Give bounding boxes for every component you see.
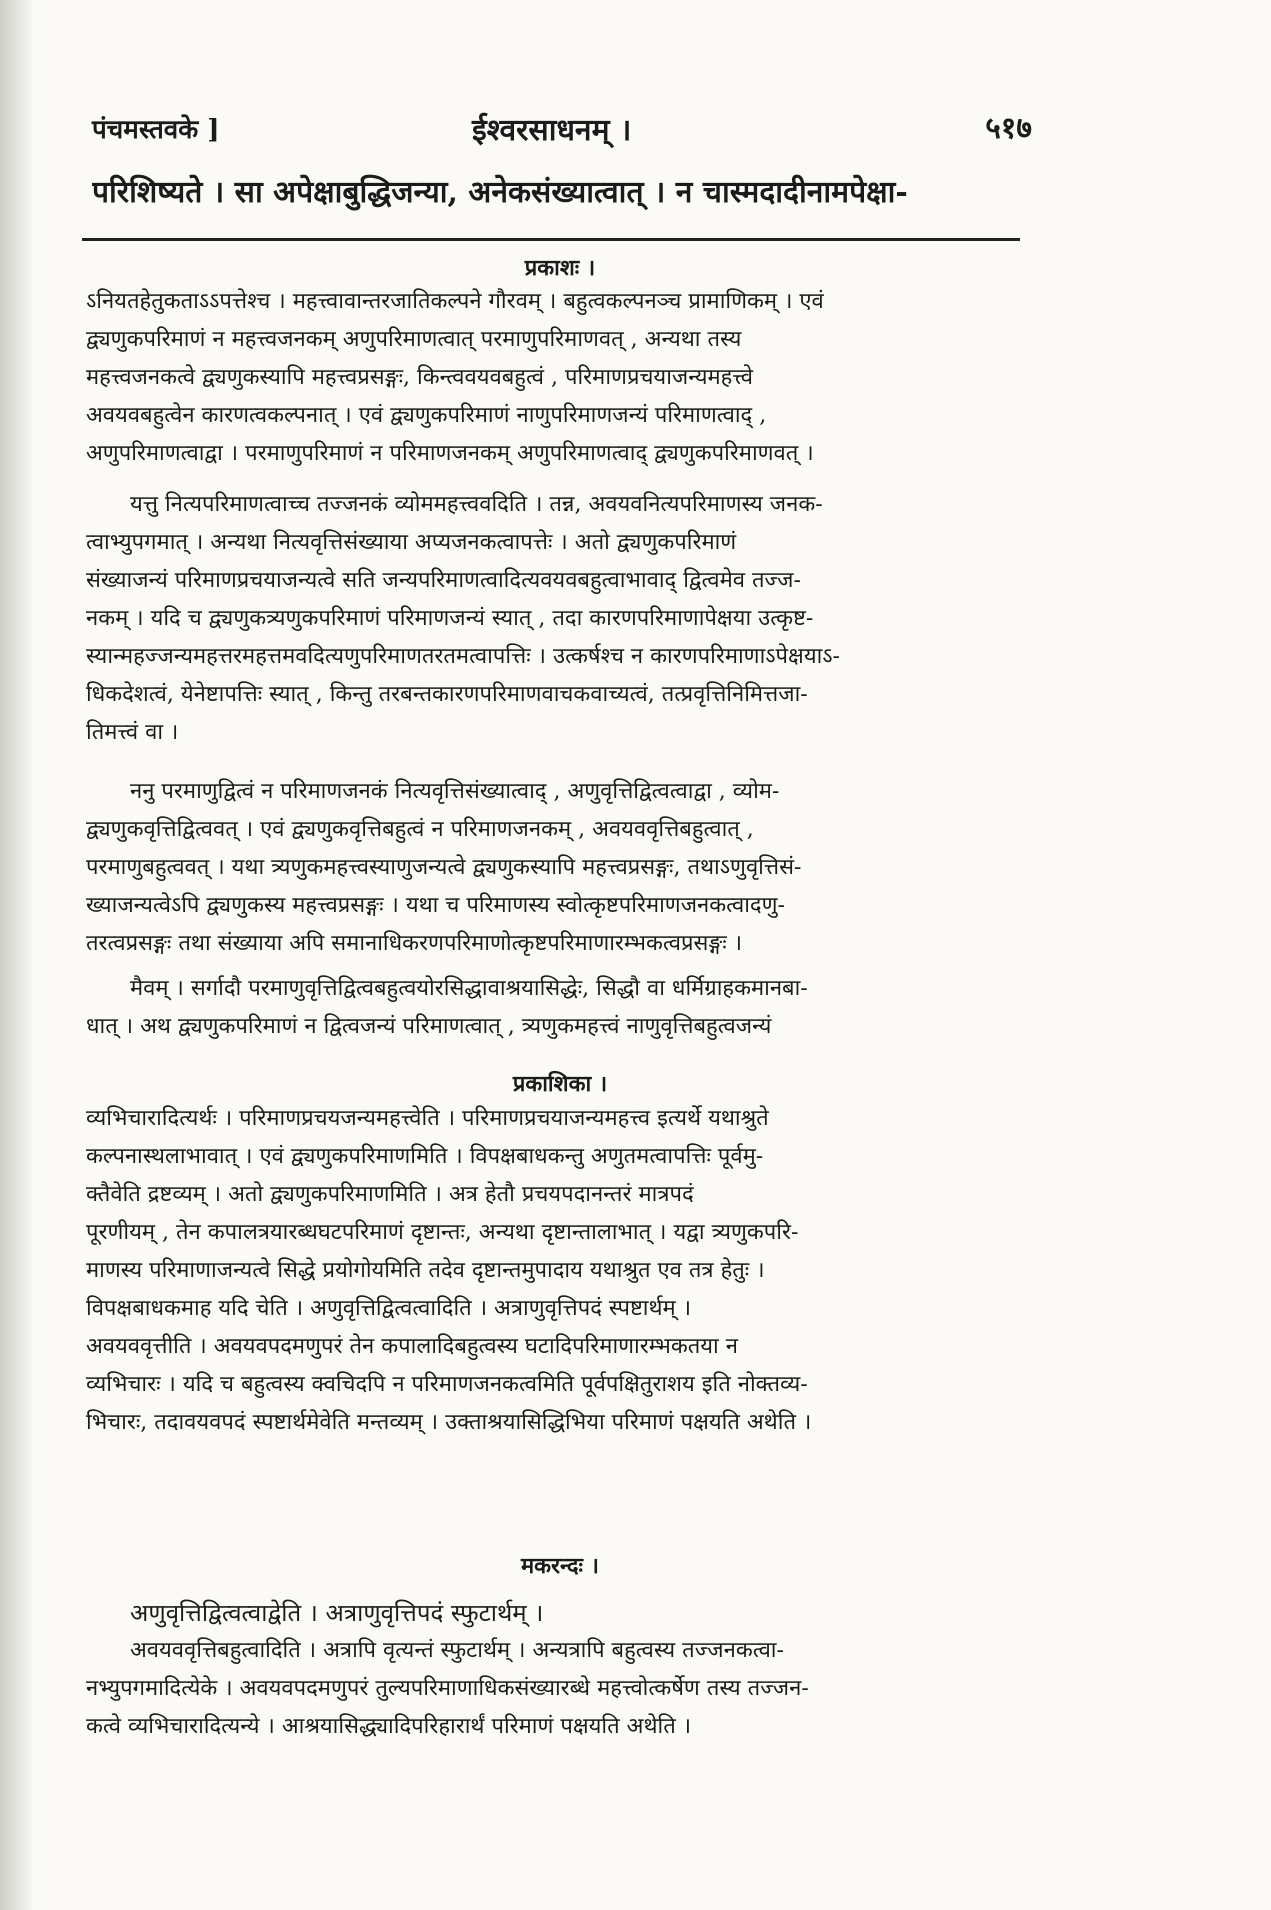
prakasha-paragraph-1 <box>86 283 1051 473</box>
text-line: धिकदेशत्वं, येनेष्टापत्तिः स्यात् , किन्तु तरबन्तकारणपरिमाणवाचकवाच्यत्वं, तत्प्रवृत्तिनिमित्तजा- <box>86 682 808 707</box>
lead-text-line: परिशिष्यते । सा अपेक्षाबुद्धिजन्या, अनेकसंख्यात्वात् । न चास्मदादीनामपेक्षा- <box>92 175 908 210</box>
text-line: धात् । अथ द्व्यणुकपरिमाणं न द्वित्वजन्यं परिमाणत्वात् , त्र्यणुकमहत्त्वं नाणुवृत्तिबहुत्वजन्यं <box>86 1014 772 1039</box>
text-line: अणुपरिमाणत्वाद्वा । परमाणुपरिमाणं न परिमाणजनकम् अणुपरिमाणत्वाद् द्व्यणुकपरिमाणवत् । <box>86 441 814 466</box>
header-title: ईश्वरसाधनम् । <box>472 113 632 148</box>
text-line: व्यभिचारः । यदि च बहुत्वस्य क्वचिदपि न परिमाणजनकत्वमिति पूर्वपक्षितुराशय इति नोक्तव्य- <box>86 1372 808 1397</box>
text-line: व्यभिचारादित्यर्थः । परिमाणप्रचयजन्यमहत्त्वेति । परिमाणप्रचयाजन्यमहत्त्व इत्यर्थे यथाश्रुते <box>86 1106 769 1131</box>
text-line: भिचारः, तदावयवपदं स्पष्टार्थमेवेति मन्तव्यम् । उक्ताश्रयासिद्धिभिया परिमाणं पक्षयति अथेति । <box>86 1410 812 1435</box>
text-line: कत्वे व्यभिचारादित्यन्ये । आश्रयासिद्ध्यादिपरिहारार्थं परिमाणं पक्षयति अथेति । <box>86 1714 692 1739</box>
makaranda-title: मकरन्दः । <box>521 1553 599 1579</box>
prakasha-paragraph-4 <box>86 970 1051 1046</box>
prakasha-paragraph-3 <box>86 773 1051 963</box>
text-line: स्यान्महज्जन्यमहत्तरमहत्तमवदित्यणुपरिमाणतरतमत्वापत्तिः । उत्कर्षश्च न कारणपरिमाणाऽपेक्षयाऽ- <box>86 644 840 669</box>
makaranda-body <box>86 1594 1051 1746</box>
text-line: अवयवबहुत्वेन कारणत्वकल्पनात् । एवं द्व्यणुकपरिमाणं नाणुपरिमाणजन्यं परिमाणत्वाद् , <box>86 403 767 428</box>
prakasha-title: प्रकाशः । <box>524 255 596 281</box>
page-number: ५१७ <box>985 111 1032 146</box>
text-line: यत्तु नित्यपरिमाणत्वाच्च तज्जनकं व्योममहत्त्ववदिति । तन्न, अवयवनित्यपरिमाणस्य जनक- <box>130 492 823 517</box>
page-binding-shadow <box>0 0 34 1910</box>
text-line: मैवम् । सर्गादौ परमाणुवृत्तिद्वित्वबहुत्वयोरसिद्धावाश्रयासिद्धेः, सिद्धौ वा धर्मिग्राहकमानबा- <box>130 976 808 1001</box>
text-line: ननु परमाणुद्वित्वं न परिमाणजनकं नित्यवृत्तिसंख्यात्वाद् , अणुवृत्तिद्वित्वत्वाद्वा , व्योम- <box>130 779 780 804</box>
text-line: तिमत्त्वं वा । <box>86 720 179 745</box>
text-line: माणस्य परिमाणाजन्यत्वे सिद्धे प्रयोगोयमिति तदेव दृष्टान्तमुपादाय यथाश्रुत एव तत्र हेतुः । <box>86 1258 765 1283</box>
text-line: क्तैवेति द्रष्टव्यम् । अतो द्व्यणुकपरिमाणमिति । अत्र हेतौ प्रचयपदानन्तरं मात्रपदं <box>86 1182 694 1207</box>
prakashika-body <box>86 1100 1051 1442</box>
text-line: त्वाभ्युपगमात् । अन्यथा नित्यवृत्तिसंख्याया अप्यजनकत्वापत्तेः । अतो द्व्यणुकपरिमाणं <box>86 530 737 555</box>
text-line: ख्याजन्यत्वेऽपि द्व्यणुकस्य महत्त्वप्रसङ्गः । यथा च परिमाणस्य स्वोत्कृष्टपरिमाणजनकत्वादणु- <box>86 893 785 918</box>
text-line: महत्त्वजनकत्वे द्व्यणुकस्यापि महत्त्वप्रसङ्गः, किन्त्ववयवबहुत्वं , परिमाणप्रचयाजन्यमहत्त्वे <box>86 365 754 390</box>
text-line: अवयववृत्तिबहुत्वादिति । अत्रापि वृत्यन्तं स्फुटार्थम् । अन्यत्रापि बहुत्वस्य तज्जनकत्वा- <box>130 1638 784 1663</box>
text-line: विपक्षबाधकमाह यदि चेति । अणुवृत्तिद्वित्वत्वादिति । अत्राणुवृत्तिपदं स्पष्टार्थम् । <box>86 1296 692 1321</box>
text-line: ऽनियतहेतुकताऽऽपत्तेश्च । महत्त्वावान्तरजातिकल्पने गौरवम् । बहुत्वकल्पनञ्च प्रामाणिकम् । एवं <box>86 289 824 314</box>
prakasha-paragraph-2 <box>86 486 1051 752</box>
text-line: परमाणुबहुत्ववत् । यथा त्र्यणुकमहत्त्वस्याणुजन्यत्वे द्व्यणुकस्यापि महत्त्वप्रसङ्गः, तथाऽणुवृत्तिसं- <box>86 855 802 880</box>
text-line: द्व्यणुकपरिमाणं न महत्त्वजनकम् अणुपरिमाणत्वात् परमाणुपरिमाणवत् , अन्यथा तस्य <box>86 327 742 352</box>
text-line: नकम् । यदि च द्व्यणुकत्र्यणुकपरिमाणं परिमाणजन्यं स्यात् , तदा कारणपरिमाणापेक्षया उत्कृष्ट- <box>86 606 814 631</box>
text-line: कल्पनास्थलाभावात् । एवं द्व्यणुकपरिमाणमिति । विपक्षबाधकन्तु अणुतमत्वापत्तिः पूर्वमु- <box>86 1144 764 1169</box>
text-line: अवयववृत्तीति । अवयवपदमणुपरं तेन कपालादिबहुत्वस्य घटादिपरिमाणारम्भकतया न <box>86 1334 738 1359</box>
text-line: तरत्वप्रसङ्गः तथा संख्याया अपि समानाधिकरणपरिमाणोत्कृष्टपरिमाणारम्भकत्वप्रसङ्गः । <box>86 931 743 956</box>
text-line: नभ्युपगमादित्येके । अवयवपदमणुपरं तुल्यपरिमाणाधिकसंख्यारब्धे महत्त्वोत्कर्षेण तस्य तज्जन- <box>86 1676 809 1701</box>
header-section: पंचमस्तवके ] <box>92 115 220 145</box>
text-line: संख्याजन्यं परिमाणप्रचयाजन्यत्वे सति जन्यपरिमाणत्वादित्यवयवबहुत्वाभावाद् द्वित्वमेव तज्ज- <box>86 568 801 593</box>
prakashika-title: प्रकाशिका । <box>512 1071 608 1097</box>
text-line: पूरणीयम् , तेन कपालत्रयारब्धघटपरिमाणं दृष्टान्तः, अन्यथा दृष्टान्तालाभात् । यद्वा त्र्यणुकपरि- <box>86 1220 799 1245</box>
text-line: द्व्यणुकवृत्तिद्वित्ववत् । एवं द्व्यणुकवृत्तिबहुत्वं न परिमाणजनकम् , अवयववृत्तिबहुत्वात् , <box>86 817 754 842</box>
header-divider <box>82 238 1020 241</box>
text-line: अणुवृत्तिद्वित्वत्वाद्वेति । अत्राणुवृत्तिपदं स्फुटार्थम् । <box>130 1599 544 1627</box>
running-header <box>92 102 1032 150</box>
